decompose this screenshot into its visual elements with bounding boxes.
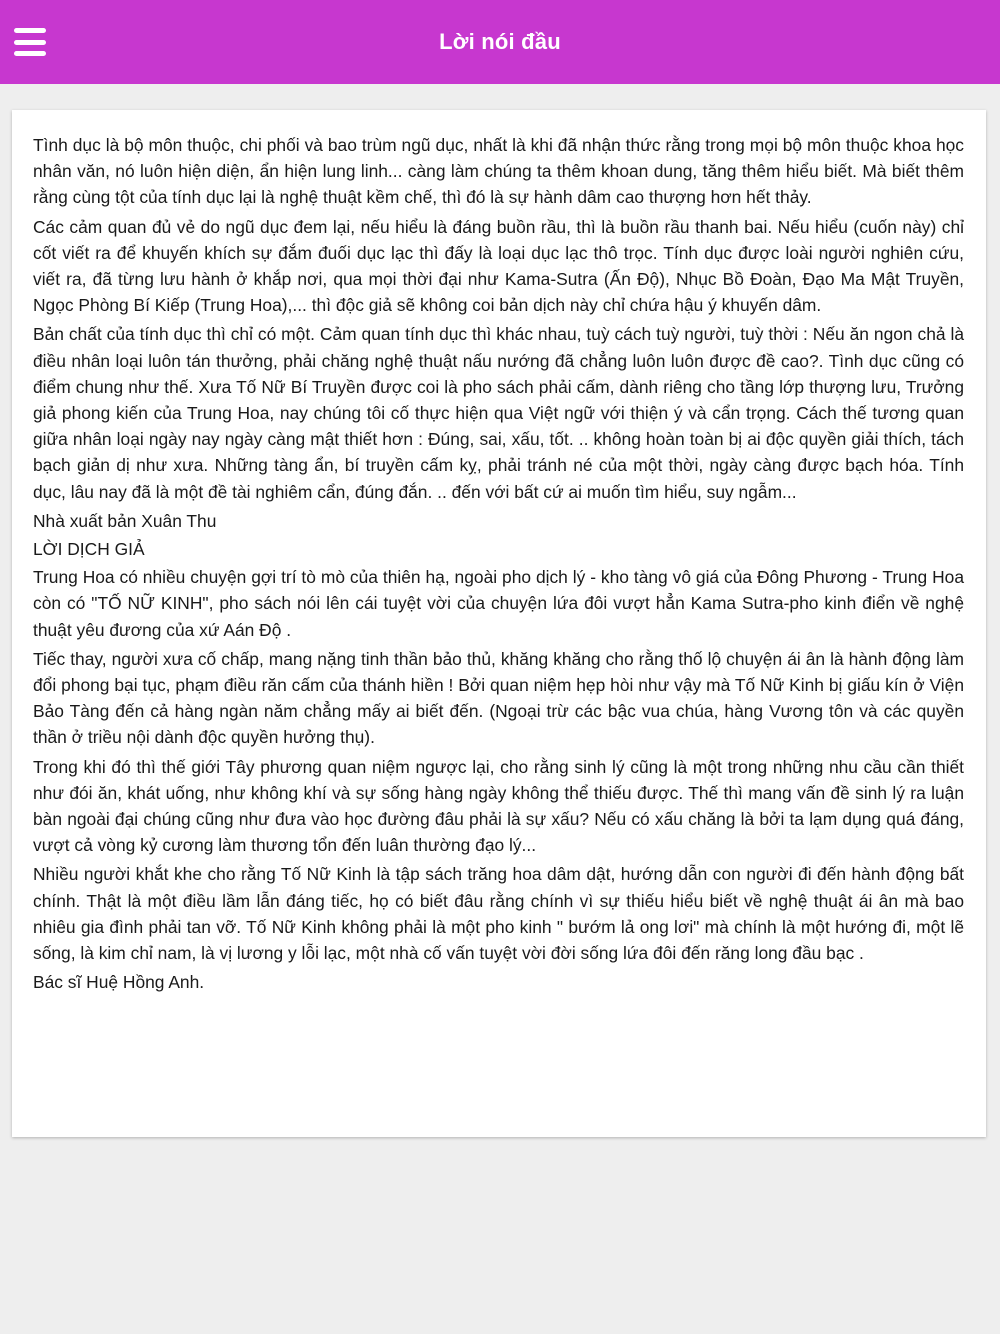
hamburger-menu-icon [14, 28, 46, 56]
paragraph-regret: Tiếc thay, người xưa cố chấp, mang nặng tinh thần bảo thủ, khăng khăng cho rằng thố lộ chuyện ái ân là hành động làm đổi phong bại tục, phạm điều răn cấm của thánh hiền ! Bởi quan niệm hẹp hòi như vậy mà Tố Nữ Kinh bị giấu kín ở Viện Bảo Tàng đến cả hàng ngàn năm chẳng mấy ai biết đến. (Ngoại trừ các bậc vua chúa, hàng Vương tôn và các quyền thần ở triều nội dành độc quyền hưởng thụ). [33, 648, 964, 748]
paragraph-intro: Tình dục là bộ môn thuộc, chi phối và bao trùm ngũ dục, nhất là khi đã nhận thức rằng trong mọi bộ môn thuộc khoa học nhân văn, nó luôn hiện diện, ẩn hiện lung linh... càng làm chúng ta thêm khoan dung, tăng thêm hiểu biết. Mà biết thêm rằng cùng tột của tính dục lại là nghệ thuật kềm chế, thì đó là sự hành dâm cao thượng hơn hết thảy. [33, 135, 964, 208]
page-title: Lời nói đầu [439, 29, 561, 54]
paragraph-critics: Nhiều người khắt khe cho rằng Tố Nữ Kinh là tập sách trăng hoa dâm dật, hướng dẫn con người đi đến hành động bất chính. Thật là một điều lầm lẫn đáng tiếc, họ có biết đâu rằng chính vì sự thiếu hiểu biết về nghệ thuật ái ân mà bao nhiêu gia đình phải tan vỡ. Tố Nữ Kinh không phải là một pho kinh " bướm lả ong lơi" mà chính là một hướng đi, một lẽ sống, là kim chỉ nam, là vị lương y lỗi lạc, một nhà cố vấn tuyệt vời đời sống lứa đôi đến răng long đầu bạc . [33, 864, 964, 964]
top-app-bar [0, 0, 1000, 84]
paragraph-nature: Bản chất của tính dục thì chỉ có một. Cảm quan tính dục thì khác nhau, tuỳ cách tuỳ người, tuỳ thời : Nếu ăn ngon chả là điều nhân loại luôn tán thưởng, phải chăng nghệ thuật nấu nướng đã chẳng luôn luôn được đề cao?. Tình dục cũng có điểm chung như thế. Xưa Tố Nữ Bí Truyền được coi là pho sách phải cấm, dành riêng cho tầng lớp thượng lưu, Trưởng giả phong kiến của Trung Hoa, nay chúng tôi cố thực hiện qua Việt ngữ với thiện ý và cẩn trọng. Cách thế tương quan giữa nhân loại ngày nay ngày càng mật thiết hơn : Đúng, sai, xấu, tốt. .. không hoàn toàn bị ai độc quyền giải thích, tách bạch giản dị như xưa. Những tàng ẩn, bí truyền cấm kỵ, phải tránh né của một thời, ngày càng được bạch hóa. Tính dục, lâu nay đã là một đề tài nghiêm cẩn, đúng đắn. .. đến với bất cứ ai muốn tìm hiểu, suy ngẫm... [33, 324, 964, 502]
paragraph-west: Trong khi đó thì thế giới Tây phương quan niệm ngược lại, cho rằng sinh lý cũng là một trong những nhu cầu cần thiết như đói ăn, khát uống, như không khí và sự sống hàng ngày không thể thiếu được. Thế thì mang vấn đề sinh lý ra luận bàn ngoài đại chúng cũng như đưa vào học đường đâu phải là sự xấu? Nếu có xấu chăng là bởi ta lạm dụng quá đáng, vượt cả vòng kỷ cương làm thương tổn đến luân thường đạo lý... [33, 756, 964, 856]
translator-heading: LỜI DỊCH GIẢ [33, 539, 145, 560]
content-card [12, 110, 986, 1137]
menu-button[interactable] [0, 0, 60, 84]
translator-signature: Bác sĩ Huệ Hồng Anh. [33, 972, 205, 993]
paragraph-china: Trung Hoa có nhiều chuyện gợi trí tò mò của thiên hạ, ngoài pho dịch lý - kho tàng vô giá của Đông Phương - Trung Hoa còn có "TỐ NỮ KINH", pho sách nói lên cái tuyệt vời của chuyện lứa đôi vượt hẳn Kama Sutra-pho kinh điển về nghệ thuật yêu đương của xứ Aán Độ . [33, 567, 964, 640]
publisher-signature: Nhà xuất bản Xuân Thu [33, 510, 217, 531]
paragraph-senses: Các cảm quan đủ vẻ do ngũ dục đem lại, nếu hiểu là đáng buồn rầu, thì là buồn rầu thanh bai. Nếu hiểu (cuốn này) chỉ cốt viết ra để khuyến khích sự đắm đuối dục lạc thì đấy là loại dục lạc thô trọc. Tính dục được loài người nghiên cứu, viết ra, đã từng lưu hành ở khắp nơi, qua mọi thời đại như Kama-Sutra (Ấn Độ), Nhục Bồ Đoàn, Đạo Ma Mật Truyền, Ngọc Phòng Bí Kiếp (Trung Hoa),... thì độc giả sẽ không coi bản dịch này chỉ chứa hậu ý khuyến dâm. [33, 216, 964, 316]
